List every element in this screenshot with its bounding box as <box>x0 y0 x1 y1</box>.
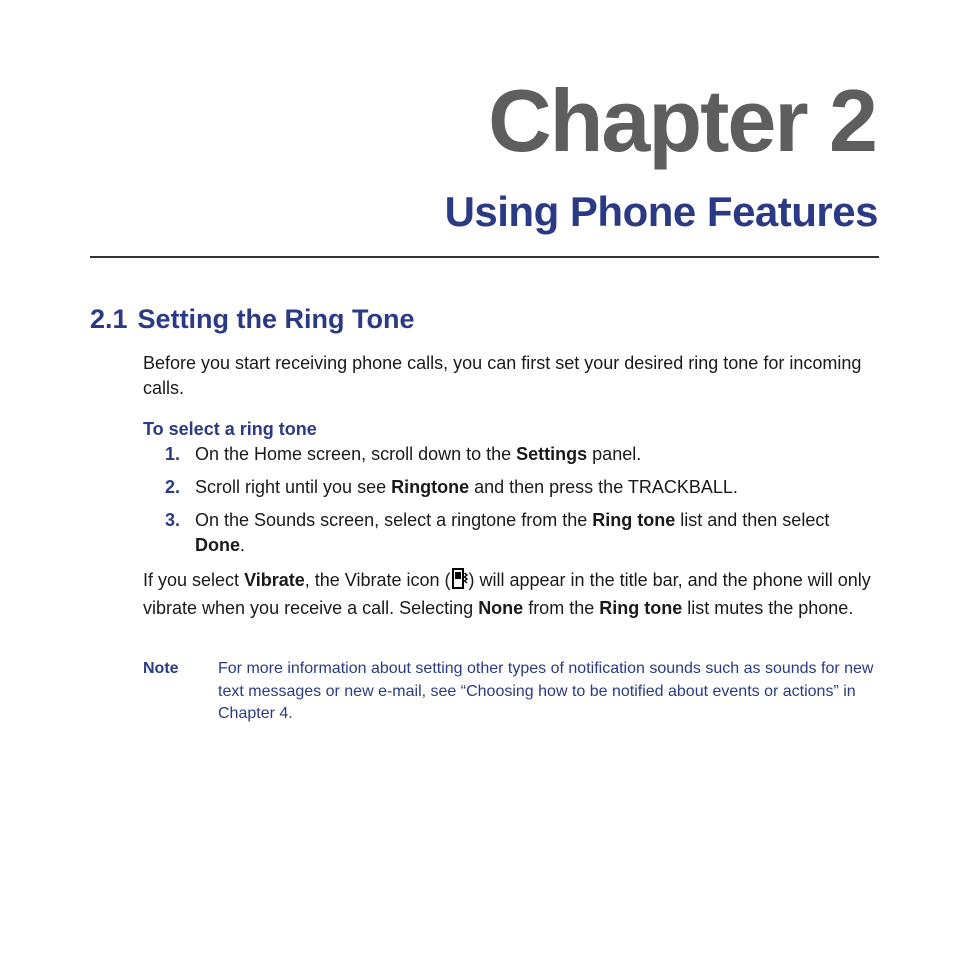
step-text: panel. <box>587 444 642 464</box>
vibrate-paragraph <box>143 568 873 621</box>
step-bold-term: Done <box>195 535 240 555</box>
paragraph-text: ) will appear in the title bar, and the phone will only vibrate when you receive a call. Selecting <box>143 570 871 618</box>
list-item <box>143 508 873 558</box>
paragraph-text: If you select <box>143 570 245 590</box>
section-number: 2.1 <box>90 304 128 334</box>
step-text: . <box>240 535 246 555</box>
procedure-steps <box>143 442 873 566</box>
list-item <box>143 442 873 467</box>
intro-paragraph: Before you start receiving phone calls, you can first set your desired ring tone for incoming calls. <box>143 353 862 398</box>
list-item <box>143 475 873 500</box>
step-text: On the Sounds screen, select a ringtone from the <box>195 510 593 530</box>
bold-term: Ring tone <box>599 598 683 618</box>
step-bold-term: Settings <box>516 444 588 464</box>
section-heading <box>90 300 415 338</box>
note-label: Note <box>143 660 179 677</box>
vibrate-icon <box>452 568 468 596</box>
step-text: and then press the TRACKBALL. <box>469 477 738 497</box>
step-text: list and then select <box>675 510 830 530</box>
step-number: 2. <box>165 477 181 497</box>
step-bold-term: Ring tone <box>592 510 676 530</box>
note-text: For more information about setting other types of notification sounds such as sounds for new text messages or new e-mail, see “Choosing how to be notified about events or actions” in Chapter 4. <box>218 660 874 722</box>
chapter-label: Chapter 2 <box>488 71 876 170</box>
heading-divider <box>90 256 879 258</box>
paragraph-text: , the Vibrate icon ( <box>304 570 451 590</box>
step-number: 1. <box>165 444 181 464</box>
procedure-heading: To select a ring tone <box>143 419 317 439</box>
bold-term: None <box>478 598 524 618</box>
step-number: 3. <box>165 510 181 530</box>
bold-term: Vibrate <box>244 570 305 590</box>
step-text: Scroll right until you see <box>195 477 392 497</box>
paragraph-text: list mutes the phone. <box>682 598 854 618</box>
chapter-title: Using Phone Features <box>444 188 878 235</box>
step-text: On the Home screen, scroll down to the <box>195 444 517 464</box>
step-bold-term: Ringtone <box>391 477 470 497</box>
section-title: Setting the Ring Tone <box>137 304 415 334</box>
paragraph-text: from the <box>523 598 600 618</box>
